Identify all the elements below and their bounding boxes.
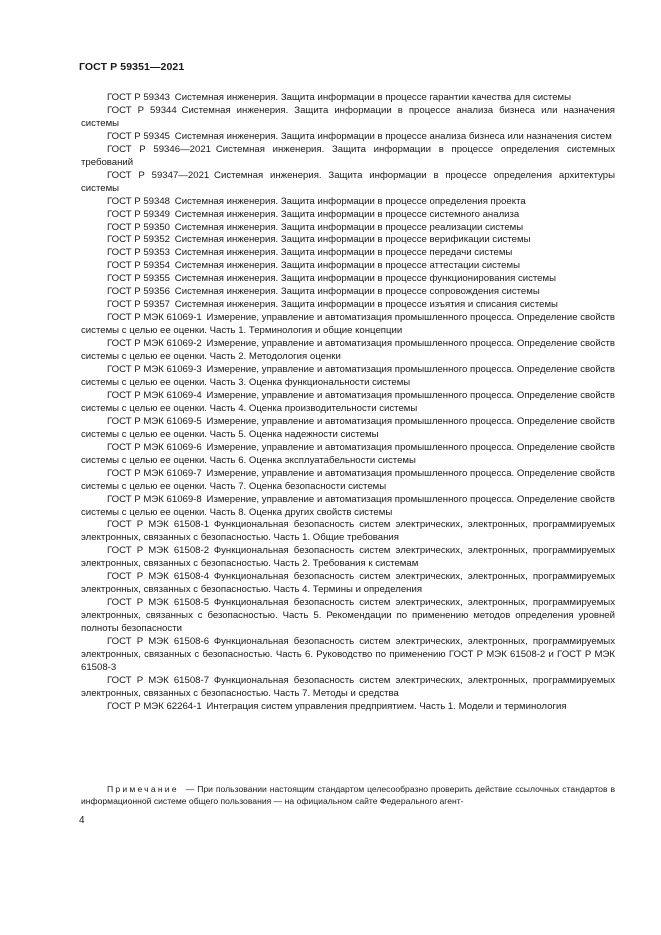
reference-code: ГОСТ Р 59352 bbox=[107, 234, 170, 246]
reference-entry bbox=[81, 390, 615, 416]
reference-entry bbox=[81, 545, 615, 571]
reference-entry bbox=[81, 222, 615, 235]
reference-code: ГОСТ Р 59344 bbox=[107, 104, 177, 116]
reference-entry bbox=[81, 312, 615, 338]
reference-entry bbox=[81, 105, 615, 131]
reference-code: ГОСТ Р МЭК 61069-6 bbox=[107, 441, 202, 453]
reference-code: ГОСТ Р 59350 bbox=[107, 221, 170, 233]
reference-code: ГОСТ Р 59357 bbox=[107, 299, 170, 311]
reference-entry bbox=[81, 144, 615, 170]
reference-entry bbox=[81, 260, 615, 273]
reference-code: ГОСТ Р МЭК 61069-8 bbox=[107, 493, 202, 505]
reference-entry bbox=[81, 131, 615, 144]
reference-entry bbox=[81, 701, 615, 714]
note-text: — При пользовании настоящим стандартом целесообразно проверить действие ссылочных стандартов в информационной системе общего пользования — на официальном сайте Федерального агент- bbox=[81, 784, 616, 806]
reference-title: Измерение, управление и автоматизация промышленного процесса. Определение свойств системы с целью ее оценки. Часть 5. Оценка надежности системы bbox=[81, 415, 616, 440]
reference-code: ГОСТ Р МЭК 62264-1 bbox=[107, 700, 202, 712]
reference-code: ГОСТ Р МЭК 61508-7 bbox=[107, 674, 210, 686]
reference-code: ГОСТ Р 59353 bbox=[107, 247, 170, 259]
reference-entry bbox=[81, 597, 615, 636]
reference-entry bbox=[81, 196, 615, 209]
reference-code: ГОСТ Р 59356 bbox=[107, 286, 170, 298]
reference-code: ГОСТ Р МЭК 61069-1 bbox=[107, 312, 202, 324]
reference-code: ГОСТ Р МЭК 61508-4 bbox=[107, 571, 210, 583]
normative-references-list bbox=[81, 92, 615, 714]
reference-entry bbox=[81, 571, 615, 597]
reference-title: Системная инженерия. Защита информации в процессе системного анализа bbox=[174, 208, 520, 220]
reference-title: Измерение, управление и автоматизация промышленного процесса. Определение свойств системы с целью ее оценки. Часть 4. Оценка производительности системы bbox=[81, 389, 616, 414]
reference-title: Интеграция систем управления предприятием. Часть 1. Модели и терминология bbox=[206, 700, 567, 712]
reference-title: Измерение, управление и автоматизация промышленного процесса. Определение свойств системы с целью ее оценки. Часть 6. Оценка эксплуатабельности системы bbox=[81, 441, 616, 466]
reference-title: Функциональная безопасность систем электрических, электронных, программируемых электронных, связанных с безопасностью. Часть 4. Термины и определения bbox=[81, 571, 615, 596]
reference-title: Измерение, управление и автоматизация промышленного процесса. Определение свойств системы с целью ее оценки. Часть 1. Терминология и общие концепции bbox=[81, 312, 616, 337]
reference-entry bbox=[81, 299, 615, 312]
reference-code: ГОСТ Р 59345 bbox=[107, 130, 170, 142]
reference-title: Измерение, управление и автоматизация промышленного процесса. Определение свойств системы с целью ее оценки. Часть 3. Оценка функциональности системы bbox=[81, 364, 616, 388]
reference-code: ГОСТ Р 59347—2021 bbox=[107, 169, 210, 181]
reference-title: Системная инженерия. Защита информации в процессе анализа бизнеса или назначения системы bbox=[81, 104, 615, 129]
reference-title: Системная инженерия. Защита информации в процессе реализации системы bbox=[174, 221, 524, 233]
reference-title: Системная инженерия. Защита информации в процессе сопровождения системы bbox=[174, 286, 540, 298]
reference-entry bbox=[81, 468, 615, 494]
reference-title: Системная инженерия. Защита информации в процессе изъятия и списания системы bbox=[174, 299, 558, 311]
reference-title: Системная инженерия. Защита информации в процессе гарантии качества для системы bbox=[174, 92, 572, 103]
reference-title: Функциональная безопасность систем электрических, электронных, программируемых электронных, связанных с безопасностью. Часть 1. Общие требования bbox=[81, 519, 615, 544]
reference-entry bbox=[81, 92, 615, 105]
reference-entry bbox=[81, 286, 615, 299]
reference-title: Системная инженерия. Защита информации в процессе определения системных требований bbox=[81, 143, 615, 168]
reference-code: ГОСТ Р МЭК 61069-4 bbox=[107, 389, 202, 401]
reference-title: Измерение, управление и автоматизация промышленного процесса. Определение свойств системы с целью ее оценки. Часть 8. Оценка других свойств системы bbox=[81, 493, 616, 518]
reference-code: ГОСТ Р 59348 bbox=[107, 195, 170, 207]
reference-code: ГОСТ Р МЭК 61508-1 bbox=[107, 519, 210, 531]
reference-code: ГОСТ Р МЭК 61508-2 bbox=[107, 545, 210, 557]
reference-title: Функциональная безопасность систем электрических, электронных, программируемых электронных, связанных с безопасностью. Часть 7. Методы и средства bbox=[81, 674, 615, 699]
reference-entry bbox=[81, 442, 615, 468]
reference-entry bbox=[81, 416, 615, 442]
page-title: ГОСТ Р 59351—2021 bbox=[79, 61, 185, 73]
note-label: Примечание bbox=[107, 784, 179, 794]
reference-title: Системная инженерия. Защита информации в процессе анализа бизнеса или назначения систем bbox=[174, 130, 612, 142]
reference-code: ГОСТ Р МЭК 61508-5 bbox=[107, 597, 210, 609]
reference-code: ГОСТ Р МЭК 61508-6 bbox=[107, 636, 210, 648]
reference-title: Функциональная безопасность систем электрических, электронных, программируемых электронных, связанных с безопасностью. Часть 2. Требования к системам bbox=[81, 545, 615, 570]
reference-entry bbox=[81, 338, 615, 364]
reference-title: Системная инженерия. Защита информации в процессе передачи системы bbox=[174, 247, 513, 259]
reference-code: ГОСТ Р 59355 bbox=[107, 273, 170, 285]
reference-entry bbox=[81, 273, 615, 286]
reference-entry bbox=[81, 209, 615, 222]
reference-title: Измерение, управление и автоматизация промышленного процесса. Определение свойств системы с целью ее оценки. Часть 7. Оценка безопасности системы bbox=[81, 467, 616, 492]
reference-title: Функциональная безопасность систем электрических, электронных, программируемых электронных, связанных с безопасностью. Часть 5. Рекомендации по применению методов определения уровней полноты безопасности bbox=[81, 597, 615, 635]
reference-entry bbox=[81, 636, 615, 675]
page-number: 4 bbox=[79, 815, 85, 826]
reference-entry bbox=[81, 170, 615, 196]
reference-title: Измерение, управление и автоматизация промышленного процесса. Определение свойств системы с целью ее оценки. Часть 2. Методология оценки bbox=[81, 338, 616, 363]
reference-entry bbox=[81, 364, 615, 390]
reference-entry bbox=[81, 494, 615, 520]
reference-code: ГОСТ Р 59343 bbox=[107, 92, 170, 103]
reference-title: Системная инженерия. Защита информации в процессе аттестации системы bbox=[174, 260, 521, 272]
reference-title: Системная инженерия. Защита информации в процессе определения проекта bbox=[174, 195, 526, 207]
reference-code: ГОСТ Р МЭК 61069-2 bbox=[107, 338, 202, 350]
reference-code: ГОСТ Р 59346—2021 bbox=[107, 143, 212, 155]
note-paragraph bbox=[81, 784, 615, 807]
reference-title: Функциональная безопасность систем электрических, электронных, программируемых электронных, связанных с безопасностью. Часть 6. Руководство по применению ГОСТ Р МЭК 61508-2 и ГОСТ Р МЭК 61508-3 bbox=[81, 636, 615, 673]
reference-entry bbox=[81, 247, 615, 260]
reference-code: ГОСТ Р 59349 bbox=[107, 208, 170, 220]
reference-code: ГОСТ Р МЭК 61069-7 bbox=[107, 467, 202, 479]
reference-title: Системная инженерия. Защита информации в процессе функционирования системы bbox=[174, 273, 557, 285]
reference-entry bbox=[81, 519, 615, 545]
reference-code: ГОСТ Р 59354 bbox=[107, 260, 170, 272]
reference-entry bbox=[81, 675, 615, 701]
reference-code: ГОСТ Р МЭК 61069-3 bbox=[107, 364, 202, 376]
reference-title: Системная инженерия. Защита информации в процессе верификации системы bbox=[174, 234, 531, 246]
reference-code: ГОСТ Р МЭК 61069-5 bbox=[107, 415, 202, 427]
reference-title: Системная инженерия. Защита информации в процессе определения архитектуры системы bbox=[81, 169, 615, 194]
reference-entry bbox=[81, 234, 615, 247]
